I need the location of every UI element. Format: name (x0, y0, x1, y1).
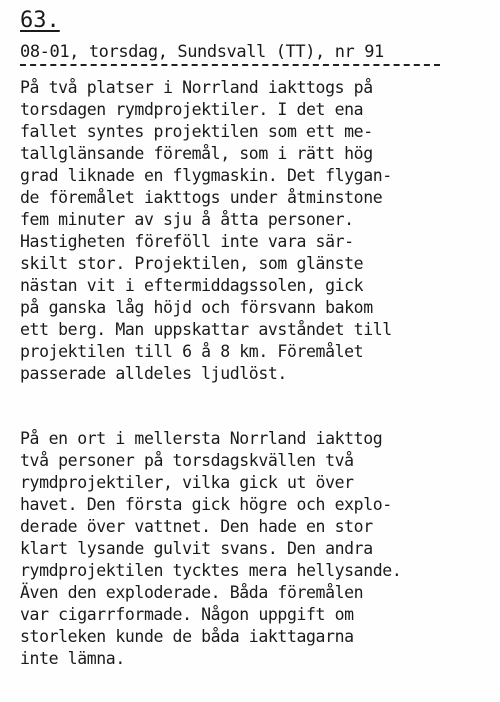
text-line: havet. Den första gick högre och explo- (20, 495, 392, 514)
text-line: passerade alldeles ljudlöst. (20, 364, 287, 383)
text-line: rymdprojektiler, vilka gick ut över (20, 473, 354, 492)
text-line: var cigarrformade. Någon uppgift om (20, 605, 354, 624)
text-line: Hastigheten föreföll inte vara sär- (20, 232, 354, 251)
paragraph-1 (20, 77, 392, 385)
header-divider (20, 64, 440, 66)
text-line: Även den exploderade. Båda föremålen (20, 583, 364, 602)
text-line: på ganska låg höjd och försvann bakom (20, 298, 373, 317)
text-line: rymdprojektilen tycktes mera hellysande. (20, 561, 402, 580)
item-number: 63. (20, 8, 60, 33)
text-line: projektilen till 6 å 8 km. Föremålet (20, 342, 364, 361)
text-line: klart lysande gulvit svans. Den andra (20, 539, 373, 558)
text-line: derade över vattnet. Den hade en stor (20, 517, 373, 536)
text-line: nästan vit i eftermiddagssolen, gick (20, 276, 364, 295)
text-line: På en ort i mellersta Norrland iakttog (20, 429, 383, 448)
paragraph-2 (20, 428, 401, 670)
text-line: inte lämna. (20, 649, 125, 668)
report-header: 08-01, torsdag, Sundsvall (TT), nr 91 (20, 42, 384, 62)
text-line: tallglänsande föremål, som i rätt hög (20, 144, 373, 163)
text-line: två personer på torsdagskvällen två (20, 451, 354, 470)
text-line: grad liknade en flygmaskin. Det flygan- (20, 166, 392, 185)
text-line: På två platser i Norrland iakttogs på (20, 78, 373, 97)
text-line: skilt stor. Projektilen, som glänste (20, 254, 364, 273)
text-line: torsdagen rymdprojektiler. I det ena (20, 100, 364, 119)
text-line: fem minuter av sju å åtta personer. (20, 210, 354, 229)
text-line: de föremålet iakttogs under åtminstone (20, 188, 383, 207)
text-line: ett berg. Man uppskattar avståndet till (20, 320, 392, 339)
text-line: storleken kunde de båda iakttagarna (20, 627, 354, 646)
text-line: fallet syntes projektilen som ett me- (20, 122, 373, 141)
